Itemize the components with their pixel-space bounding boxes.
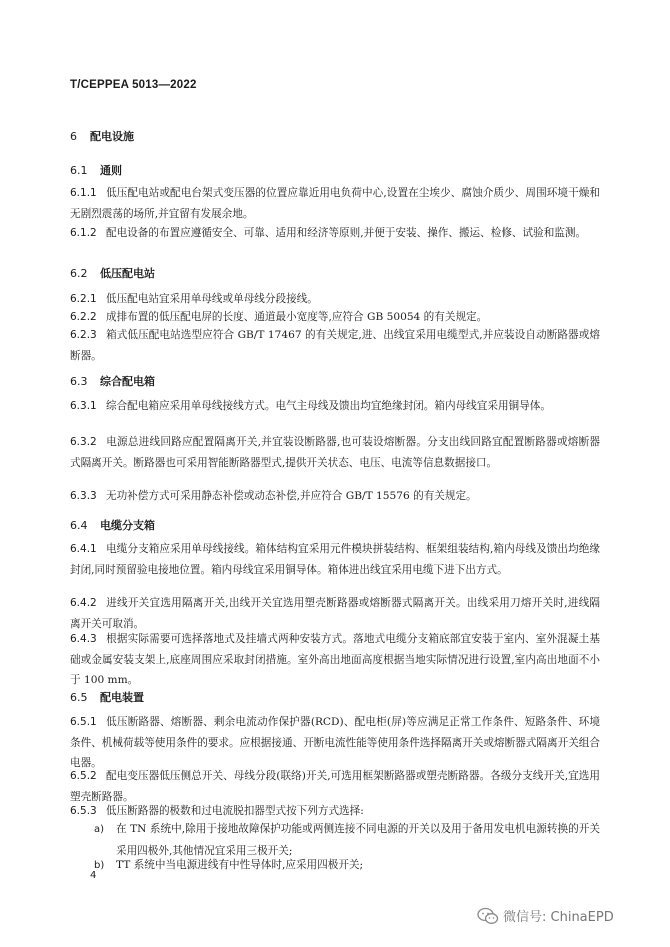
standard-number: T/CEPPEA 5013—2022 bbox=[70, 79, 197, 91]
wechat-watermark bbox=[477, 906, 614, 925]
clause-text: 配电设备的布置应遵循安全、可靠、适用和经济等原则,并便于安装、操作、搬运、检修、试验和监测。 bbox=[106, 227, 587, 239]
clause-number: 6.4.3 bbox=[70, 633, 97, 645]
chapter-title: 配电设施 bbox=[90, 130, 134, 143]
clause-text: 低压配电站或配电台架式变压器的位置应靠近用电负荷中心,设置在尘埃少、腐蚀介质少、周围环境干燥和无剧烈震荡的场所,并宜留有发展余地。 bbox=[70, 187, 600, 220]
clause-paragraph bbox=[70, 432, 600, 473]
section-title: 配电装置 bbox=[100, 691, 144, 704]
list-item-text: TT 系统中当电源进线有中性导体时,应采用四极开关; bbox=[116, 859, 364, 871]
clause-number: 6.4.2 bbox=[70, 597, 97, 609]
clause-number: 6.2.3 bbox=[70, 329, 97, 341]
list-item-mark: b) bbox=[94, 860, 105, 871]
section-number: 6.3 bbox=[70, 375, 88, 388]
clause-number: 6.5.1 bbox=[70, 716, 97, 728]
wechat-icon bbox=[477, 907, 499, 925]
clause-paragraph bbox=[70, 629, 600, 691]
clause-text: 进线开关宜选用隔离开关,出线开关宜选用塑壳断路器或熔断器式隔离开关。出线采用刀熔开关时,进线隔离开关可取消。 bbox=[70, 597, 600, 630]
clause-number: 6.5.2 bbox=[70, 770, 97, 782]
clause-number: 6.4.1 bbox=[70, 543, 97, 555]
clause-text: 电缆分支箱应采用单母线接线。箱体结构宜采用元件模块拼装结构、框架组装结构,箱内母线及馈出均绝缘封闭,同时预留验电接地位置。箱内母线宜采用铜导体。箱体进出线宜采用电缆下进下出方式。 bbox=[70, 543, 600, 576]
clause-paragraph bbox=[70, 593, 600, 634]
clause-text: 低压断路器、熔断器、剩余电流动作保护器(RCD)、配电柜(屏)等应满足正常工作条件、短路条件、环境条件、机械荷载等使用条件的要求。应根据接通、开断电流性能等使用条件选择隔离开关或熔断器式隔离开关组合电器。 bbox=[70, 716, 600, 769]
section-heading bbox=[70, 689, 144, 705]
section-title: 综合配电箱 bbox=[100, 375, 155, 388]
section-heading bbox=[70, 162, 122, 178]
clause-paragraph bbox=[70, 539, 600, 580]
clause-text: 成排布置的低压配电屏的长度、通道最小宽度等,应符合 GB 50054 的有关规定。 bbox=[106, 311, 488, 323]
clause-text: 无功补偿方式可采用静态补偿或动态补偿,并应符合 GB/T 15576 的有关规定。 bbox=[106, 490, 477, 502]
clause-text: 综合配电箱应采用单母线接线方式。电气主母线及馈出均宜绝缘封闭。箱内母线宜采用铜导体。 bbox=[106, 400, 551, 412]
section-title: 电缆分支箱 bbox=[100, 519, 155, 532]
clause-text: 箱式低压配电站选型应符合 GB/T 17467 的有关规定,进、出线宜采用电缆型式,并应装设自动断路器或熔断器。 bbox=[70, 329, 600, 362]
clause-text: 根据实际需要可选择落地式及挂墙式两种安装方式。落地式电缆分支箱底部宜安装于室内、室外混凝土基础或金属安装支架上,底座周围应采取封闭措施。室外高出地面高度根据当地实际情况进行设置,室内高出地面不小于 100 mm。 bbox=[70, 633, 600, 686]
section-number: 6.1 bbox=[70, 164, 88, 177]
clause-paragraph bbox=[70, 486, 600, 507]
clause-number: 6.3.1 bbox=[70, 400, 97, 412]
clause-paragraph bbox=[70, 396, 600, 417]
clause-number: 6.3.3 bbox=[70, 490, 97, 502]
watermark-text: 微信号: ChinaEPD bbox=[503, 910, 614, 925]
section-number: 6.4 bbox=[70, 519, 88, 532]
chapter-number: 6 bbox=[70, 130, 77, 143]
section-title: 通则 bbox=[100, 164, 122, 177]
clause-text: 低压配电站宜采用单母线或单母线分段接线。 bbox=[106, 293, 318, 305]
list-item-mark: a) bbox=[94, 824, 105, 835]
clause-number: 6.3.2 bbox=[70, 436, 97, 448]
page-number: 4 bbox=[90, 870, 97, 881]
clause-text: 低压断路器的极数和过电流脱扣器型式按下列方式选择: bbox=[106, 805, 364, 817]
clause-number: 6.1.1 bbox=[70, 187, 97, 199]
section-number: 6.5 bbox=[70, 691, 88, 704]
clause-text: 配电变压器低压侧总开关、母线分段(联络)开关,可选用框架断路器或塑壳断路器。各级分支线开关,宜选用塑壳断路器。 bbox=[70, 770, 600, 803]
list-item-text: 在 TN 系统中,除用于接地故障保护功能或两侧连接不同电源的开关以及用于备用发电机电源转换的开关采用四极外,其他情况宜采用三极开关; bbox=[116, 823, 600, 857]
clause-number: 6.5.3 bbox=[70, 805, 97, 817]
clause-paragraph bbox=[70, 325, 600, 366]
clause-number: 6.2.2 bbox=[70, 311, 97, 323]
clause-paragraph bbox=[70, 223, 600, 244]
clause-paragraph bbox=[70, 712, 600, 774]
section-heading bbox=[70, 373, 155, 389]
chapter-heading bbox=[70, 128, 134, 144]
clause-number: 6.2.1 bbox=[70, 293, 97, 305]
clause-text: 电源总进线回路应配置隔离开关,并宜装设断路器,也可装设熔断器。分支出线回路宜配置断路器或熔断器式隔离开关。断路器也可采用智能断路器型式,提供开关状态、电压、电流等信息数据接口。 bbox=[70, 436, 600, 469]
clause-paragraph bbox=[70, 183, 600, 224]
section-heading bbox=[70, 265, 155, 281]
section-title: 低压配电站 bbox=[100, 267, 155, 280]
section-number: 6.2 bbox=[70, 267, 88, 280]
clause-number: 6.1.2 bbox=[70, 227, 97, 239]
section-heading bbox=[70, 517, 155, 533]
list-item bbox=[94, 855, 600, 877]
